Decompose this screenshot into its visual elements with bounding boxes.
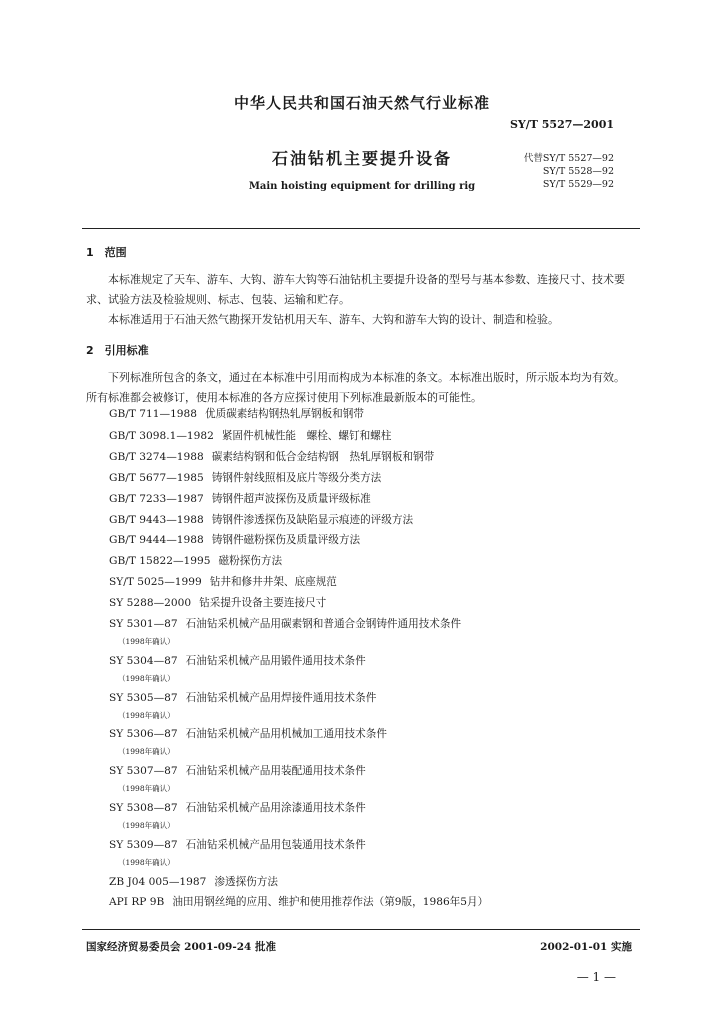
reference-item: SY 5308—87 石油钻采机械产品用涂漆通用技术条件	[109, 802, 366, 814]
replaces-line: SY/T 5529—92	[542, 179, 614, 190]
document-title: 石油钻机主要提升设备	[271, 149, 452, 168]
reference-item: API RP 9B 油田用钢丝绳的应用、维护和使用推荐作法（第9版，1986年5月）	[109, 896, 489, 908]
section-2-intro: 下列标准所包含的条文，通过在本标准中引用而构成为本标准的条文。本标准出版时，所示版本均为有效。所有标准都会被修订，使用本标准的各方应探讨使用下列标准最新版本的可能性。	[86, 371, 625, 404]
section-1-paragraph: 本标准适用于石油天然气勘探开发钻机用天车、游车、大钩和游车大钩的设计、制造和检验。	[108, 313, 559, 326]
reference-item: SY 5301—87 石油钻采机械产品用碳素钢和普通合金钢铸件通用技术条件	[109, 618, 462, 630]
section-1-paragraph: 本标准规定了天车、游车、大钩、游车大钩等石油钻机主要提升设备的型号与基本参数、连接尺寸、技术要求、试验方法及检验规则、标志、包装、运输和贮存。	[86, 273, 625, 306]
approval-line: 国家经济贸易委员会 2001-09-24 批准	[86, 941, 276, 953]
reference-item: ZB J04 005—1987 渗透探伤方法	[109, 876, 278, 888]
confirmation-note: （1998年确认）	[118, 674, 175, 683]
section-2-heading: 2 引用标准	[86, 344, 149, 357]
page-number: — 1 —	[576, 970, 616, 984]
english-title: Main hoisting equipment for drilling rig	[248, 181, 476, 192]
reference-item: GB/T 9443—1988 铸钢件渗透探伤及缺陷显示痕迹的评级方法	[109, 514, 414, 526]
standard-number: SY/T 5527—2001	[509, 118, 614, 131]
reference-item: SY 5309—87 石油钻采机械产品用包装通用技术条件	[109, 839, 366, 851]
confirmation-note: （1998年确认）	[118, 711, 175, 720]
reference-item: SY 5306—87 石油钻采机械产品用机械加工通用技术条件	[109, 728, 387, 740]
effective-date: 2002-01-01 实施	[540, 941, 632, 953]
reference-item: GB/T 711—1988 优质碳素结构钢热轧厚钢板和钢带	[109, 408, 364, 420]
reference-item: GB/T 9444—1988 铸钢件磁粉探伤及质量评级方法	[109, 534, 361, 546]
confirmation-note: （1998年确认）	[118, 858, 175, 867]
reference-item: SY/T 5025—1999 钻井和修井井架、底座规范	[109, 576, 337, 588]
footer-divider	[82, 929, 640, 930]
reference-item: GB/T 15822—1995 磁粉探伤方法	[109, 555, 283, 567]
reference-item: GB/T 3274—1988 碳素结构钢和低合金结构钢 热轧厚钢板和钢带	[109, 451, 435, 463]
reference-item: GB/T 5677—1985 铸钢件射线照相及底片等级分类方法	[109, 472, 382, 484]
confirmation-note: （1998年确认）	[118, 747, 175, 756]
industry-standard-heading: 中华人民共和国石油天然气行业标准	[233, 94, 490, 112]
reference-item: SY 5305—87 石油钻采机械产品用焊接件通用技术条件	[109, 692, 377, 704]
confirmation-note: （1998年确认）	[118, 821, 175, 830]
reference-item: SY 5307—87 石油钻采机械产品用装配通用技术条件	[109, 765, 366, 777]
header-divider	[82, 228, 640, 229]
section-1-heading: 1 范围	[86, 246, 127, 259]
reference-item: SY 5288—2000 钻采提升设备主要连接尺寸	[109, 597, 327, 609]
reference-item: GB/T 7233—1987 铸钢件超声波探伤及质量评级标准	[109, 493, 371, 505]
reference-item: GB/T 3098.1—1982 紧固件机械性能 螺栓、螺钉和螺柱	[109, 430, 392, 442]
confirmation-note: （1998年确认）	[118, 637, 175, 646]
reference-item: SY 5304—87 石油钻采机械产品用锻件通用技术条件	[109, 655, 366, 667]
replaces-line: SY/T 5528—92	[542, 166, 614, 177]
confirmation-note: （1998年确认）	[118, 784, 175, 793]
replaces-line: 代替SY/T 5527—92	[523, 153, 614, 164]
